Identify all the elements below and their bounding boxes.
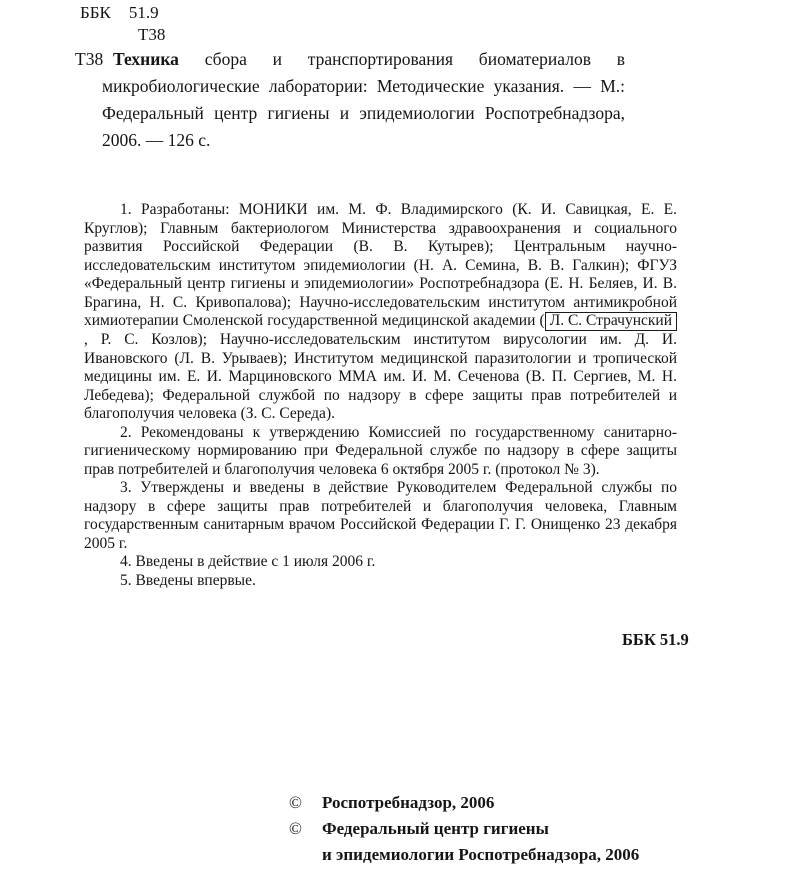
note-2: 2. Рекомендованы к утверждению Комиссией по государственному санитарно-гигиеническому нормированию при Федеральной службе по надзору в сфере защиты прав потребителей и благополучия человека 6 октября 2005 г. (протокол № 3). — [84, 423, 677, 478]
catalog-title-rest: сбора и транспортирования биоматериалов в микробиологические лаборатории: Методические указания. — М.: Федеральный центр гигиены и эпидемиологии Роспотребнадзора, 2006. — 126 с. — [102, 49, 625, 150]
note-1-text-before: 1. Разработаны: МОНИКИ им. М. Ф. Владимирского (К. И. Савицкая, Е. Е. Круглов); Главным бактериологом Министерства здравоохранения и социального развития Российской Федерации (В. В. Кутырев); Центральным научно-исследовательским институтом эпидемиологии (Н. А. Семина, В. В. Галкин); ФГУЗ «Федеральный центр гигиены и эпидемиологии» Роспотребнадзора (Е. Н. Беляев, И. В. Брагина, Н. С. Кривопалова); Научно-исследовательским институтом антимикробной химиотерапии Смоленской государственной медицинской академии ( — [84, 201, 677, 329]
bbk-classification-block — [80, 2, 165, 46]
copyright-icon: © — [289, 793, 302, 812]
bbk-footer: ББК 51.9 — [622, 630, 689, 649]
catalog-description — [102, 46, 625, 154]
catalog-entry — [75, 46, 625, 154]
bbk-line — [80, 2, 165, 24]
copyright-line-2: Федеральный центр гигиены — [322, 819, 549, 838]
catalog-code: Т38 — [75, 49, 104, 69]
note-1-text-after: , Р. С. Козлов); Научно-исследовательским институтом вирусологии им. Д. И. Ивановского (Л. В. Урываев); Институтом медицинской паразитологии и тропической медицины им. Е. И. Марциновского ММА им. И. М. Сеченова (В. П. Сергиев, М. Н. Лебедева); Федеральной службой по надзору в сфере защиты прав потребителей и благополучия человека (З. С. Середа). — [84, 331, 677, 422]
copyright-line-3: и эпидемиологии Роспотребнадзора, 2006 — [322, 845, 640, 864]
catalog-title: Техника — [113, 49, 179, 69]
author-sign: Т38 — [138, 25, 166, 44]
copyright-line-1: Роспотребнадзор, 2006 — [322, 793, 495, 812]
note-4: 4. Введены в действие с 1 июля 2006 г. — [120, 553, 376, 570]
copyright-icon: © — [289, 819, 302, 838]
notes-block — [84, 201, 677, 590]
copyright-block — [289, 790, 639, 868]
note-1 — [84, 201, 677, 424]
note-5: 5. Введены впервые. — [120, 571, 256, 589]
copyright-symbol-spacer — [289, 842, 322, 868]
note-3: 3. Утверждены и введены в действие Руководителем Федеральной службы по надзору в сфере защиты прав потребителей и благополучия человека, Главным государственным санитарным врачом Российской Федерации Г. Г. Онищенко 23 декабря 2005 г. — [84, 479, 677, 552]
author-sign-line — [80, 24, 165, 46]
deceased-name-box: Л. С. Страчунский — [545, 312, 677, 331]
bbk-label: ББК — [80, 3, 111, 22]
bbk-number: 51.9 — [128, 3, 159, 22]
